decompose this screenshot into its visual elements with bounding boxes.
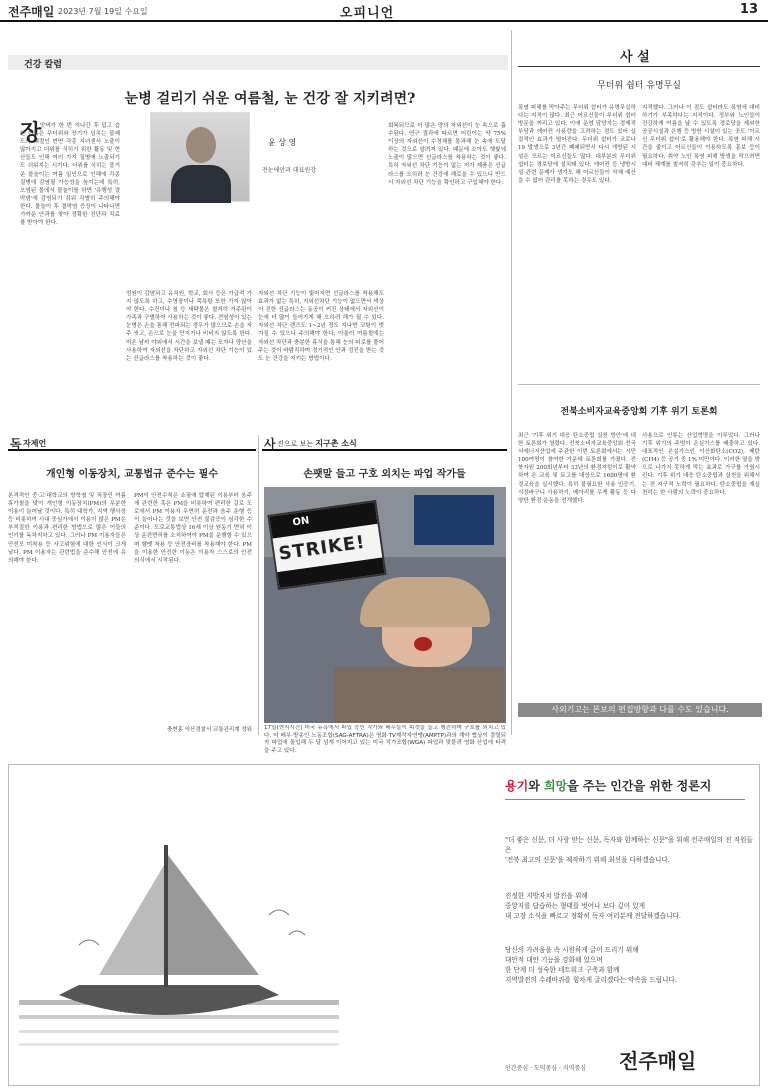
health-col3: 자외선 차단 기능이 빛어지면 선글라스를 착용해도 효과가 없는 특히, 지외선차단 기능이 없으면서 색상이 진한 선글라스는 동공이 커진 상태에서 자외선이 눈에 더 많이 들어가게 해 오히려 해가 될 수 있다. 자외선 차단 렌즈도 1~2년 정도 지나면 코팅이 벗겨질 수 있으니 주의해야 한다. 아울러 여름철에는 자외선 차단과 충분한 휴식을 통해 눈의 피로를 풀어주는 것이 바람직하며 정기적인 안과 검진을 받는 것도 눈 건강을 지키는 방법이다. [258,291,384,362]
photo-kicker-rest: 지구촌 소식 [315,439,357,448]
photo-bg-sign-blue [414,495,494,545]
editorial-2-col-a: 최근 '기후 위기 대응 탄소중립 실천 방안'에 대한 토론회가 열렸다. 전북소비자교육중앙회 전국서에너지산업에 주관한 이번 토론회에서는 시민 100여명이 참여한 가운데 토론회를 가졌다. 전북자원 200회년부터 33년의 환경지킴이로 활약하여 온 교육 및 토고를 대상으로 1600명에 환경교육을 실시했다. 특히 불필요한 사용 인증기, 시장바구니 사용하기, 메아리를 우게 활동 등 다양한 환경 운동을 전개했다. [518,433,636,504]
photo-kicker-small [277,438,357,449]
self-ad-box [8,764,760,1086]
ad-headline-hee: 희망 [543,779,568,793]
reader-col1: 본격적인 중·고·대학교의 방학철 및 직장인 여름 휴가철을 맞아 개인형 이동장치(PM)의 무분한 이용이 늘어날 것이다. 특히 대학가, 지역 행사장 등 비롯하여 시내 중심가에서 이용이 많은 PM은 부적절한 이용과 편리한 방법으로 많은 이들의 인기를 독차지하고 있다. 그러나 PM 이용자들은 안전모 미착용 등 사고위험에 대한 인식이 크게 낮다. PM 이용자는 관련법을 준수해 안전에 유의해야 한다. [8,493,126,564]
editorial-title-1: 무더위 쉼터 유명무실 [597,81,681,91]
strike-sign [267,500,387,591]
ad-paragraph-1: "더 좋은 신문, 더 사랑 받는 신문, 독자와 함께하는 신문"을 위해 전주매일의 전 직원들은 '전북 최고의 신문'을 제작하기 위해 최선을 다하겠습니다. [505,836,753,864]
health-col4: 회복되므로 더 많은 양의 자외선이 눈 속으로 흡수된다. 연구 결과에 따르면 어린이는 약 75% 이상의 자외선이 수정체를 통과해 눈 속에 도달하는 것으로 알려져 있다. 때문에 소아도 햇빛에 노출이 많으면 선글라스를 착용하는 것이 좋다. 특히 자외선 차단 기능이 없는 저가 제품은 선글라스를 오히려 눈 건강에 해로울 수 있으니 반드시 자외선 차단 기능을 확인하고 구입해야 한다. [388,123,506,186]
ad-paragraph-2: 진정한 지방자치 발전을 위해 중앙지를 답습하는 형태를 벗어나 보다 깊이 있게 내 고장 소식을 빠르고 정확히 독자 여러분께 전달하겠습니다. [505,892,682,920]
ad-headline [505,777,711,794]
ad-headline-yong: 용기 [505,779,529,793]
ad-logo: 전주매일 [619,1049,697,1073]
health-dropcap: 장 [20,120,42,146]
author-head-shape [186,127,216,163]
strike-photo [264,487,506,723]
photo-body-shape [334,667,504,723]
photo-caption: 17일(현지시간) 미국 뉴욕에서 파업 중인 작가와 배우들이 피켓을 들고 행진하며 구호를 외치고 있다. 미 배우·방송인 노동조합(SAG-AFTRA)은 영화·TV제작자연맹(AMPTP)과의 계약 협상이 결렬되자 파업에 돌입해 두 달 넘게 이어지고 있는 미국 작가조합(WGA) 파업과 맞물려 영화 산업에 타격을 주고 있다. [264,725,506,754]
photo-kicker-big: 사 [264,437,276,451]
editorial-1-col-b: 지적했다. 그러나 이 점도 쉼터라도 폭염에 대비하기가 부족하다는 지적이다. 정부와 노인들이 건강하게 여름을 날 수 있도록 경로당을 제외한 공공시설과 은행 등 방한 시설이 있는 곳도 '이르신 무더위 쉼터'로 활용해야 한다. 폭염 피해 시간을 줄이고 어르신들이 이용하도록 홍보 등이 필요하다. 취약 노인 폭염 피해 방생을 막으려면 대비 체계를 철저히 갖추는 일이 중요하다. [642,105,760,168]
author-photo [150,112,250,202]
reader-photo-divider [258,435,259,735]
photo-hair-shape [360,577,490,627]
sign-top-text: ON [291,515,311,529]
ad-slogan: 인간중심 · 도덕중심 · 지역중심 [505,1065,586,1072]
reader-kicker-big: 독 [10,437,22,451]
photo-mouth-shape [414,637,432,651]
ad-paragraph-3: 당신의 가려움을 속 시원하게 긁어 드리기 위해 대안적 대안 기능을 강화해 있으며 한 단계 더 성숙한 네트워크 구축과 함께 지역발전의 수레바퀴를 힘차게 굴리겠다는 약속을 드립니다. [505,946,677,984]
reader-title: 개인형 이동장치, 교통법규 준수는 필수 [46,469,218,480]
author-suit-shape [171,165,231,203]
ad-headline-wa: 와 [528,779,544,793]
masthead-logo: 전주매일 [8,5,55,19]
author-name: 윤 상 영 [268,138,297,147]
health-col1: 맛비가 한 번 지나간 후 덥고 습한 여름은 무더위와 장기가 넘치는 불쾌도의 계절인 반면 각종 지녀센서 노출이 많아지고 더위를 식히기 위한 활동 및 현산들도 인해 여러 가지 질병에 노출되기도 쉬워지는 시기다. 더위를 식히는 즐거운 물놀이는 여름 일인으로 인해에 각종 질병에 감염될 가능성을 높이는데 특히, 오염된 물에서 물놀이를 하면 '유행성 결막염'에 감염되기 쉬워 각별히 주의해야 한다. 물놀이 후 결막염 증상이 나타나면 가까운 안과를 찾아 정확한 진단과 치료를 받아야 한다. [20,123,120,227]
reader-col2: PM이 안전수칙은 쇼핑에 탑재된 이용부터 음주에 관련한 혹은 PM을 비롯하여 편리한 길로 도로에서 PM 이용자 무면허 운전과 음주 운행 등이 늘어나는 것을 보면 안전 불감증이 심각한 수준이다. 도로교통법상 16세 이상 원동기 면허 이상 운전면허를 소지하여야 PM을 운행할 수 있으며 헬멧 착용 등 안전장비를 착용해야 한다. PM을 이용한 안전한 이동은 이용자 스스로의 안전 의식에서 시작된다. [134,493,252,564]
page-header [0,0,768,22]
column-divider [511,30,512,735]
editorial-divider [518,384,760,385]
reader-byline: 충현홍 익산경찰서 교통관리계 경위 [167,727,252,733]
editorial-2-col-b: 사용으로 인류는 산업혁명을 이루었다. 그러나 기후 위기의 주범이 온실가스를 배출하고 있다. 대표적인 온실가스인 이산화탄소(CO2), 메탄(CH4) 등 공기 중 1% 미만이다. 이러한 열을 밖으로 나가지 못하게 막는 효과로 가구를 가열시킨다. 기후 위기 대응 탄소중립과 실천을 위해서는 전 지구적 노력이 필요하다. 탄소중립을 재실천하는 한 사람의 노력이 중요하다. [642,433,760,496]
sign-main-text: STRIKE! [277,531,367,565]
health-title: 눈병 걸리기 쉬운 여름철, 눈 건강 잘 지키려면? [124,91,416,107]
photo-kicker-bar [262,435,507,451]
reader-kicker-bar [8,435,256,451]
issue-date: 2023년 7월 19일 수요일 [58,7,148,16]
reader-kicker-small: 자제언 [23,439,47,448]
editorial-title-2: 전북소비자교육중앙회 기후 위기 토론회 [560,407,718,417]
ad-illustration [19,825,339,1075]
section-title: 오피니언 [340,6,395,21]
health-kicker: 건강 칼럼 [24,60,62,70]
editorial-1-col-a: 폭염 피해를 막아주는 무더위 쉼터가 유명무실하다는 지적이 많다. 최근 어르신들이 무더위 쉼터 방문을 꺼리고 있다. 이에 운영 담당자는 경제적 부담과 에어컨 사용량을 고려하는 점도 있어 실질적인 효과가 떨어진다. 무더위 쉼터가 코로나19 발생으로 3년간 폐쇄되면서 다시 개방된 시설은 모르는 어르신들도 많다. 대부분의 무더위 쉼터는 경로당에 설치돼 있다. 에어컨 등 냉방시설 관련 문제가 생겨도 해 어르신들이 자체 예산을 수 없어 관리를 못하는 경우도 있다. [518,105,636,184]
page-number: 13 [739,2,758,17]
ad-headline-rest: 을 주는 인간을 위한 정론지 [567,779,712,793]
health-kicker-bar [8,55,508,70]
editorial-rule [518,66,760,67]
author-title: 전눈에안과 대표원장 [262,167,317,174]
health-col2: 엄원이 감염되고 유치원, 학교, 회사 등은 가급적 가지 않도록 하고, 수영장이나 목욕탕 또한 가지 않아야 한다. 수건이나 침 등 세탁물은 철저히 거주판이 가족과 구별하여 사용하는 것이 좋다. 전염성이 있는 눈병은 손을 통해 전파되는 경우가 많으므로 손을 자주 씻고, 손으로 눈을 만지거나 비비지 않도록 한다. 미온 날씨 야외에서 시간을 보낼 때는 포자나 양산을 사용하여 자외선을 차단하고 자외선 차단 기능이 있는 선글라스를 착용하는 것이 좋다. [126,291,252,362]
contributor-disclaimer: 사외기고는 본보의 편집방향과 다를 수도 있습니다. [518,703,762,717]
editorial-header: 사 설 [620,50,650,65]
photo-kicker-small-text: 진으로 보는 [277,440,316,448]
photo-title: 손팻말 들고 구호 외치는 파업 작가들 [303,469,466,480]
ad-headline-rule [505,799,745,800]
